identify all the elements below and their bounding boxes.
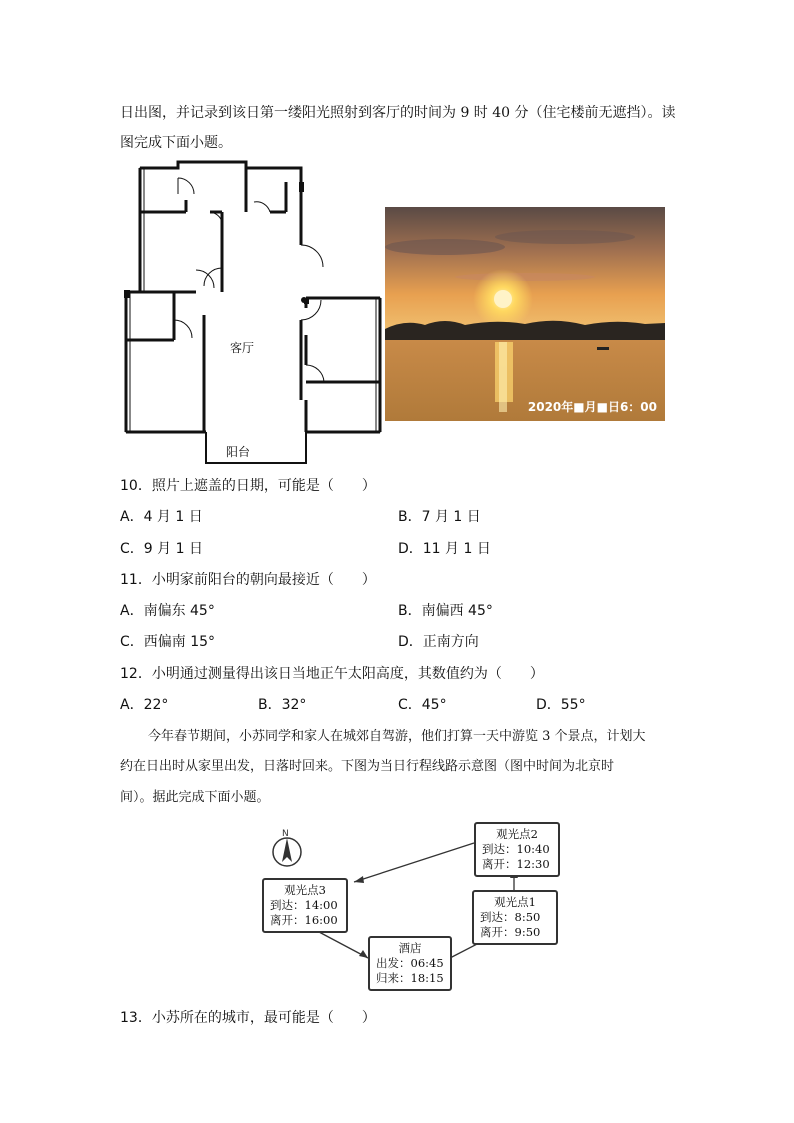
living-room-label: 客厅 xyxy=(230,341,255,355)
q11-stem: 11．小明家前阳台的朝向最接近（ ） xyxy=(120,572,376,588)
q12-option-a[interactable]: A．22° xyxy=(120,697,169,713)
spot1-arrive: 到达：8:50 xyxy=(480,910,541,924)
q11-option-c[interactable]: C．西偏南 15° xyxy=(120,634,216,650)
spot1-title: 观光点1 xyxy=(494,895,536,909)
spot2-title: 观光点2 xyxy=(496,827,538,841)
q13-stem: 13．小苏所在的城市，最可能是（ ） xyxy=(120,1010,376,1026)
hotel-box xyxy=(368,936,452,991)
hotel-return: 归来：18:15 xyxy=(376,971,444,985)
q10-option-a[interactable]: A．4 月 1 日 xyxy=(120,509,203,525)
intro-line-2: 图完成下面小题。 xyxy=(120,135,232,151)
spot2-leave: 离开：12:30 xyxy=(482,857,550,871)
route-map-diagram xyxy=(260,820,570,990)
spot3-box xyxy=(262,878,348,933)
photo-date-stamp: 2020年■月■日6：00 xyxy=(527,400,657,414)
spot3-arrive: 到达：14:00 xyxy=(270,898,338,912)
q10-option-b[interactable]: B．7 月 1 日 xyxy=(398,509,481,525)
q12-option-c[interactable]: C．45° xyxy=(398,697,447,713)
spot3-leave: 离开：16:00 xyxy=(270,913,338,927)
passage-line-1: 今年春节期间，小苏同学和家人在城郊自驾游，他们打算一天中游览 3 个景点，计划大 xyxy=(148,729,646,744)
q11-option-b[interactable]: B．南偏西 45° xyxy=(398,603,493,619)
spot3-title: 观光点3 xyxy=(284,883,326,897)
floor-plan-diagram xyxy=(118,160,384,470)
q10-option-c[interactable]: C．9 月 1 日 xyxy=(120,541,203,557)
q12-stem: 12．小明通过测量得出该日当地正午太阳高度，其数值约为（ ） xyxy=(120,666,544,682)
q10-option-d[interactable]: D．11 月 1 日 xyxy=(398,541,491,557)
q12-option-d[interactable]: D．55° xyxy=(536,697,586,713)
spot2-arrive: 到达：10:40 xyxy=(482,842,550,856)
intro-line-1: 日出图，并记录到该日第一缕阳光照射到客厅的时间为 9 时 40 分（住宅楼前无遮挡）。读 xyxy=(120,105,676,121)
q10-stem: 10．照片上遮盖的日期，可能是（ ） xyxy=(120,478,376,494)
passage-line-3: 间）。据此完成下面小题。 xyxy=(120,790,270,805)
balcony-label: 阳台 xyxy=(226,445,251,459)
q11-option-a[interactable]: A．南偏东 45° xyxy=(120,603,215,619)
spot1-leave: 离开：9:50 xyxy=(480,925,541,939)
passage-line-2: 约在日出时从家里出发，日落时回来。下图为当日行程线路示意图（图中时间为北京时 xyxy=(120,759,615,774)
spot1-box xyxy=(472,890,558,945)
hotel-depart: 出发：06:45 xyxy=(376,956,444,970)
hotel-title: 酒店 xyxy=(398,941,422,955)
q12-option-b[interactable]: B．32° xyxy=(258,697,307,713)
q11-option-d[interactable]: D．正南方向 xyxy=(398,634,479,650)
spot2-box xyxy=(474,822,560,877)
sunrise-photo xyxy=(385,207,665,421)
north-label: N xyxy=(282,829,289,839)
north-arrow-icon xyxy=(273,829,301,866)
